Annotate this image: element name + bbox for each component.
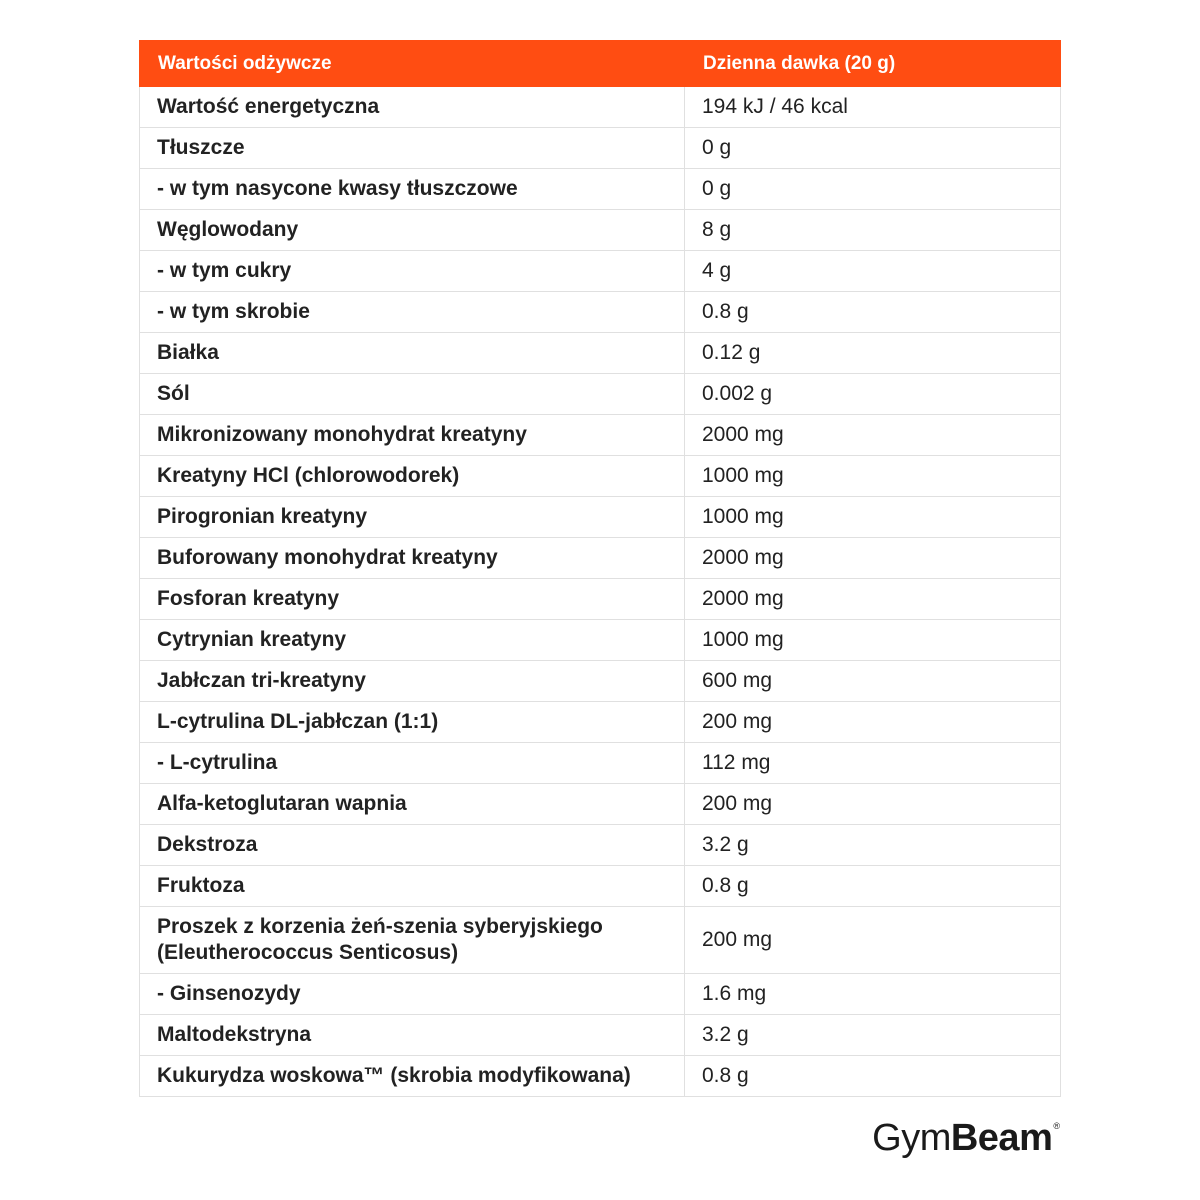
table-row	[140, 620, 1061, 661]
nutrient-name: Alfa-ketoglutaran wapnia	[140, 784, 685, 825]
nutrient-name: Kreatyny HCl (chlorowodorek)	[140, 456, 685, 497]
table-row	[140, 292, 1061, 333]
nutrient-name: Buforowany monohydrat kreatyny	[140, 538, 685, 579]
gymbeam-logo	[872, 1116, 1060, 1160]
table-row	[140, 251, 1061, 292]
nutrient-value: 1000 mg	[685, 456, 1061, 497]
table-body	[140, 87, 1061, 1097]
nutrient-name: Kukurydza woskowa™ (skrobia modyfikowana)	[140, 1056, 685, 1097]
table-row	[140, 456, 1061, 497]
nutrient-name: Proszek z korzenia żeń-szenia syberyjskiego (Eleutherococcus Senticosus)	[140, 907, 685, 974]
table-row	[140, 784, 1061, 825]
nutrient-name: - w tym nasycone kwasy tłuszczowe	[140, 169, 685, 210]
nutrient-name: Jabłczan tri-kreatyny	[140, 661, 685, 702]
nutrient-value: 600 mg	[685, 661, 1061, 702]
nutrient-value: 8 g	[685, 210, 1061, 251]
table-row	[140, 743, 1061, 784]
table-row	[140, 907, 1061, 974]
nutrient-name: Węglowodany	[140, 210, 685, 251]
nutrient-name: L-cytrulina DL-jabłczan (1:1)	[140, 702, 685, 743]
nutrient-value: 200 mg	[685, 702, 1061, 743]
table-row	[140, 974, 1061, 1015]
nutrient-name: Mikronizowany monohydrat kreatyny	[140, 415, 685, 456]
nutrient-value: 200 mg	[685, 907, 1061, 974]
logo-text-beam: Beam	[950, 1117, 1053, 1159]
table-row	[140, 538, 1061, 579]
nutrient-name: - w tym skrobie	[140, 292, 685, 333]
header-row	[140, 41, 1061, 87]
nutrient-value: 194 kJ / 46 kcal	[685, 87, 1061, 128]
nutrient-name: Fosforan kreatyny	[140, 579, 685, 620]
table-row	[140, 1015, 1061, 1056]
nutrient-name: - Ginsenozydy	[140, 974, 685, 1015]
nutrient-value: 0.8 g	[685, 866, 1061, 907]
table-row	[140, 702, 1061, 743]
table-row	[140, 210, 1061, 251]
nutrient-name: Wartość energetyczna	[140, 87, 685, 128]
table-row	[140, 661, 1061, 702]
nutrient-value: 4 g	[685, 251, 1061, 292]
nutrient-value: 1.6 mg	[685, 974, 1061, 1015]
table-row	[140, 579, 1061, 620]
nutrient-value: 112 mg	[685, 743, 1061, 784]
nutrient-value: 1000 mg	[685, 497, 1061, 538]
nutrient-value: 0.8 g	[685, 1056, 1061, 1097]
table-row	[140, 374, 1061, 415]
nutrient-value: 0.12 g	[685, 333, 1061, 374]
table-row	[140, 87, 1061, 128]
nutrition-table	[139, 40, 1061, 1097]
nutrient-name: Sól	[140, 374, 685, 415]
registered-mark: ®	[1053, 1121, 1060, 1131]
nutrient-name: Maltodekstryna	[140, 1015, 685, 1056]
nutrient-value: 3.2 g	[685, 1015, 1061, 1056]
nutrient-value: 0 g	[685, 169, 1061, 210]
table-row	[140, 128, 1061, 169]
nutrient-value: 2000 mg	[685, 538, 1061, 579]
nutrient-name: - L-cytrulina	[140, 743, 685, 784]
logo-text-gym: Gym	[872, 1117, 951, 1159]
table-row	[140, 825, 1061, 866]
nutrient-name: Pirogronian kreatyny	[140, 497, 685, 538]
header-daily-dose: Dzienna dawka (20 g)	[685, 41, 1061, 87]
nutrient-value: 200 mg	[685, 784, 1061, 825]
nutrient-value: 1000 mg	[685, 620, 1061, 661]
table-row	[140, 866, 1061, 907]
nutrient-value: 0.8 g	[685, 292, 1061, 333]
table-row	[140, 333, 1061, 374]
table-row	[140, 497, 1061, 538]
table-header	[140, 41, 1061, 87]
nutrient-value: 0 g	[685, 128, 1061, 169]
nutrient-value: 0.002 g	[685, 374, 1061, 415]
nutrient-value: 3.2 g	[685, 825, 1061, 866]
nutrient-value: 2000 mg	[685, 415, 1061, 456]
nutrient-name: - w tym cukry	[140, 251, 685, 292]
table-row	[140, 415, 1061, 456]
nutrient-name: Fruktoza	[140, 866, 685, 907]
header-nutrient-name: Wartości odżywcze	[140, 41, 685, 87]
table-row	[140, 169, 1061, 210]
nutrient-name: Cytrynian kreatyny	[140, 620, 685, 661]
nutrient-name: Tłuszcze	[140, 128, 685, 169]
nutrient-name: Dekstroza	[140, 825, 685, 866]
table-row	[140, 1056, 1061, 1097]
nutrient-value: 2000 mg	[685, 579, 1061, 620]
nutrient-name: Białka	[140, 333, 685, 374]
